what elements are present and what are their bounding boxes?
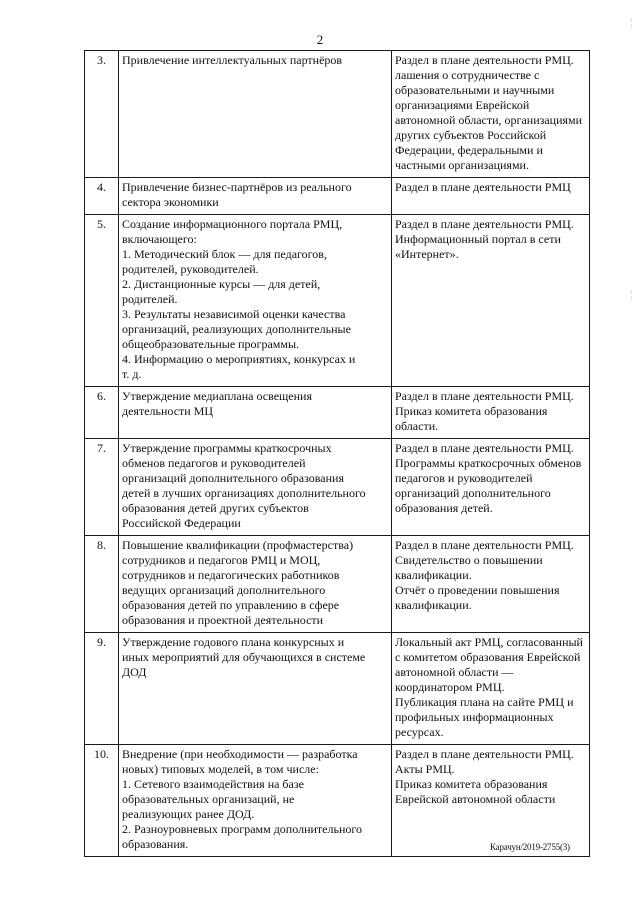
result-text-line: Приказ комитета образования (395, 777, 548, 791)
result-text-line: квалификации. (395, 598, 472, 612)
activity-plan-table (84, 50, 590, 857)
action-text-line: ДОД (122, 665, 147, 679)
page-number: 2 (316, 32, 324, 47)
row-number: 10. (85, 745, 119, 857)
action-text-line: обменов педагогов и руководителей (122, 456, 306, 470)
result-text-line: области. (395, 419, 439, 433)
action-text-line: Повышение квалификации (профмастерства) (122, 538, 354, 552)
result-text-line: координатором РМЦ. (395, 680, 505, 694)
table-row (85, 745, 590, 857)
result-text-line: Программы краткосрочных обменов (395, 456, 582, 470)
action-text-line: деятельности МЦ (122, 404, 214, 418)
action-text-line: образования детей других субъектов (122, 501, 309, 515)
result-text-line: Раздел в плане деятельности РМЦ. (395, 53, 574, 67)
action-text-line: Привлечение бизнес-партнёров из реального (122, 180, 352, 194)
action-text-line: родителей, руководителей. (122, 262, 259, 276)
table-row (85, 215, 590, 387)
action-text-line: образования и проектной деятельности (122, 613, 324, 627)
result-text-line: с комитетом образования Еврейской (395, 650, 581, 664)
action-cell (119, 215, 392, 387)
action-cell (119, 439, 392, 536)
action-cell (119, 536, 392, 633)
action-text-line: Утверждение годового плана конкурсных и (122, 635, 345, 649)
table-row (85, 178, 590, 215)
result-text-line: Публикация плана на сайте РМЦ и (395, 695, 574, 709)
table-row (85, 633, 590, 745)
table-row (85, 51, 590, 178)
result-text-line: лашения о сотрудничестве с (395, 68, 540, 82)
result-cell (392, 536, 590, 633)
action-cell (119, 745, 392, 857)
row-number: 3. (85, 51, 119, 178)
result-text-line: квалификации. (395, 568, 472, 582)
action-text-line: образовательных организаций, не (122, 792, 295, 806)
result-text-line: Приказ комитета образования (395, 404, 548, 418)
action-text-line: реализующих ранее ДОД. (122, 807, 255, 821)
result-text-line: частными организациями. (395, 158, 529, 172)
action-text-line: Утверждение медиаплана освещения (122, 389, 312, 403)
action-text-line: 1. Сетевого взаимодействия на базе (122, 777, 304, 791)
result-text-line: Локальный акт РМЦ, согласованный (395, 635, 583, 649)
action-text-line: новых) типовых моделей, в том числе: (122, 762, 319, 776)
result-text-line: Раздел в плане деятельности РМЦ. (395, 389, 574, 403)
action-text-line: Создание информационного портала РМЦ, (122, 217, 343, 231)
result-text-line: образования детей. (395, 501, 493, 515)
result-text-line: образовательными и научными (395, 83, 555, 97)
result-text-line: Раздел в плане деятельности РМЦ. (395, 217, 574, 231)
result-text-line: Раздел в плане деятельности РМЦ. (395, 441, 574, 455)
action-text-line: организаций, реализующих дополнительные (122, 322, 351, 336)
scan-mark: ¦ (630, 18, 632, 27)
result-cell (392, 439, 590, 536)
row-number: 7. (85, 439, 119, 536)
row-number: 5. (85, 215, 119, 387)
action-text-line: организаций дополнительного образования (122, 471, 344, 485)
result-cell (392, 51, 590, 178)
result-text-line: профильных информационных (395, 710, 554, 724)
action-cell (119, 633, 392, 745)
result-cell (392, 633, 590, 745)
row-number: 6. (85, 387, 119, 439)
result-cell (392, 178, 590, 215)
scan-mark: ¦ (630, 290, 632, 299)
action-text-line: включающего: (122, 232, 197, 246)
action-cell (119, 51, 392, 178)
result-text-line: педагогов и руководителей (395, 471, 533, 485)
row-number: 9. (85, 633, 119, 745)
action-text-line: детей в лучших организациях дополнительного (122, 486, 366, 500)
action-text-line: сотрудников и педагогических работников (122, 568, 340, 582)
result-text-line: «Интернет». (395, 247, 459, 261)
action-text-line: сектора экономики (122, 195, 219, 209)
result-text-line: Еврейской автономной области (395, 792, 556, 806)
result-text-line: других субъектов Российской (395, 128, 547, 142)
action-text-line: т. д. (122, 367, 142, 381)
action-text-line: образования. (122, 837, 189, 851)
action-text-line: сотрудников и педагогов РМЦ и МОЦ, (122, 553, 321, 567)
result-text-line: автономной области — (395, 665, 514, 679)
action-text-line: 4. Информацию о мероприятиях, конкурсах и (122, 352, 356, 366)
result-text-line: ресурсах. (395, 725, 444, 739)
action-text-line: 2. Дистанционные курсы — для детей, (122, 277, 321, 291)
result-cell (392, 215, 590, 387)
result-text-line: Раздел в плане деятельности РМЦ. (395, 538, 574, 552)
action-cell (119, 387, 392, 439)
action-text-line: 1. Методический блок — для педагогов, (122, 247, 327, 261)
result-text-line: Акты РМЦ. (395, 762, 455, 776)
table-row (85, 387, 590, 439)
action-text-line: Российской Федерации (122, 516, 241, 530)
result-text-line: Раздел в плане деятельности РМЦ. (395, 747, 574, 761)
document-code: Карачун/2019-2755(3) (490, 842, 570, 852)
result-text-line: Свидетельство о повышении (395, 553, 543, 567)
row-number: 8. (85, 536, 119, 633)
action-text-line: ведущих организаций дополнительного (122, 583, 326, 597)
result-text-line: Федерации, федеральными и (395, 143, 543, 157)
action-text-line: 3. Результаты независимой оценки качества (122, 307, 346, 321)
result-text-line: автономной области, организациями (395, 113, 583, 127)
action-text-line: иных мероприятий для обучающихся в системе (122, 650, 366, 664)
table-row (85, 536, 590, 633)
result-text-line: Отчёт о проведении повышения (395, 583, 560, 597)
action-text-line: общеобразовательные программы. (122, 337, 300, 351)
action-text-line: 2. Разноуровневых программ дополнительного (122, 822, 362, 836)
result-cell (392, 745, 590, 857)
action-text-line: Внедрение (при необходимости — разработка (122, 747, 358, 761)
action-text-line: родителей. (122, 292, 178, 306)
action-text-line: Утверждение программы краткосрочных (122, 441, 332, 455)
result-text-line: Информационный портал в сети (395, 232, 561, 246)
result-text-line: Раздел в плане деятельности РМЦ (395, 180, 571, 194)
action-text-line: образования детей по управлению в сфере (122, 598, 340, 612)
action-cell (119, 178, 392, 215)
row-number: 4. (85, 178, 119, 215)
table-row (85, 439, 590, 536)
result-cell (392, 387, 590, 439)
action-text-line: Привлечение интеллектуальных партнёров (122, 53, 343, 67)
result-text-line: организаций дополнительного (395, 486, 551, 500)
result-text-line: организациями Еврейской (395, 98, 530, 112)
